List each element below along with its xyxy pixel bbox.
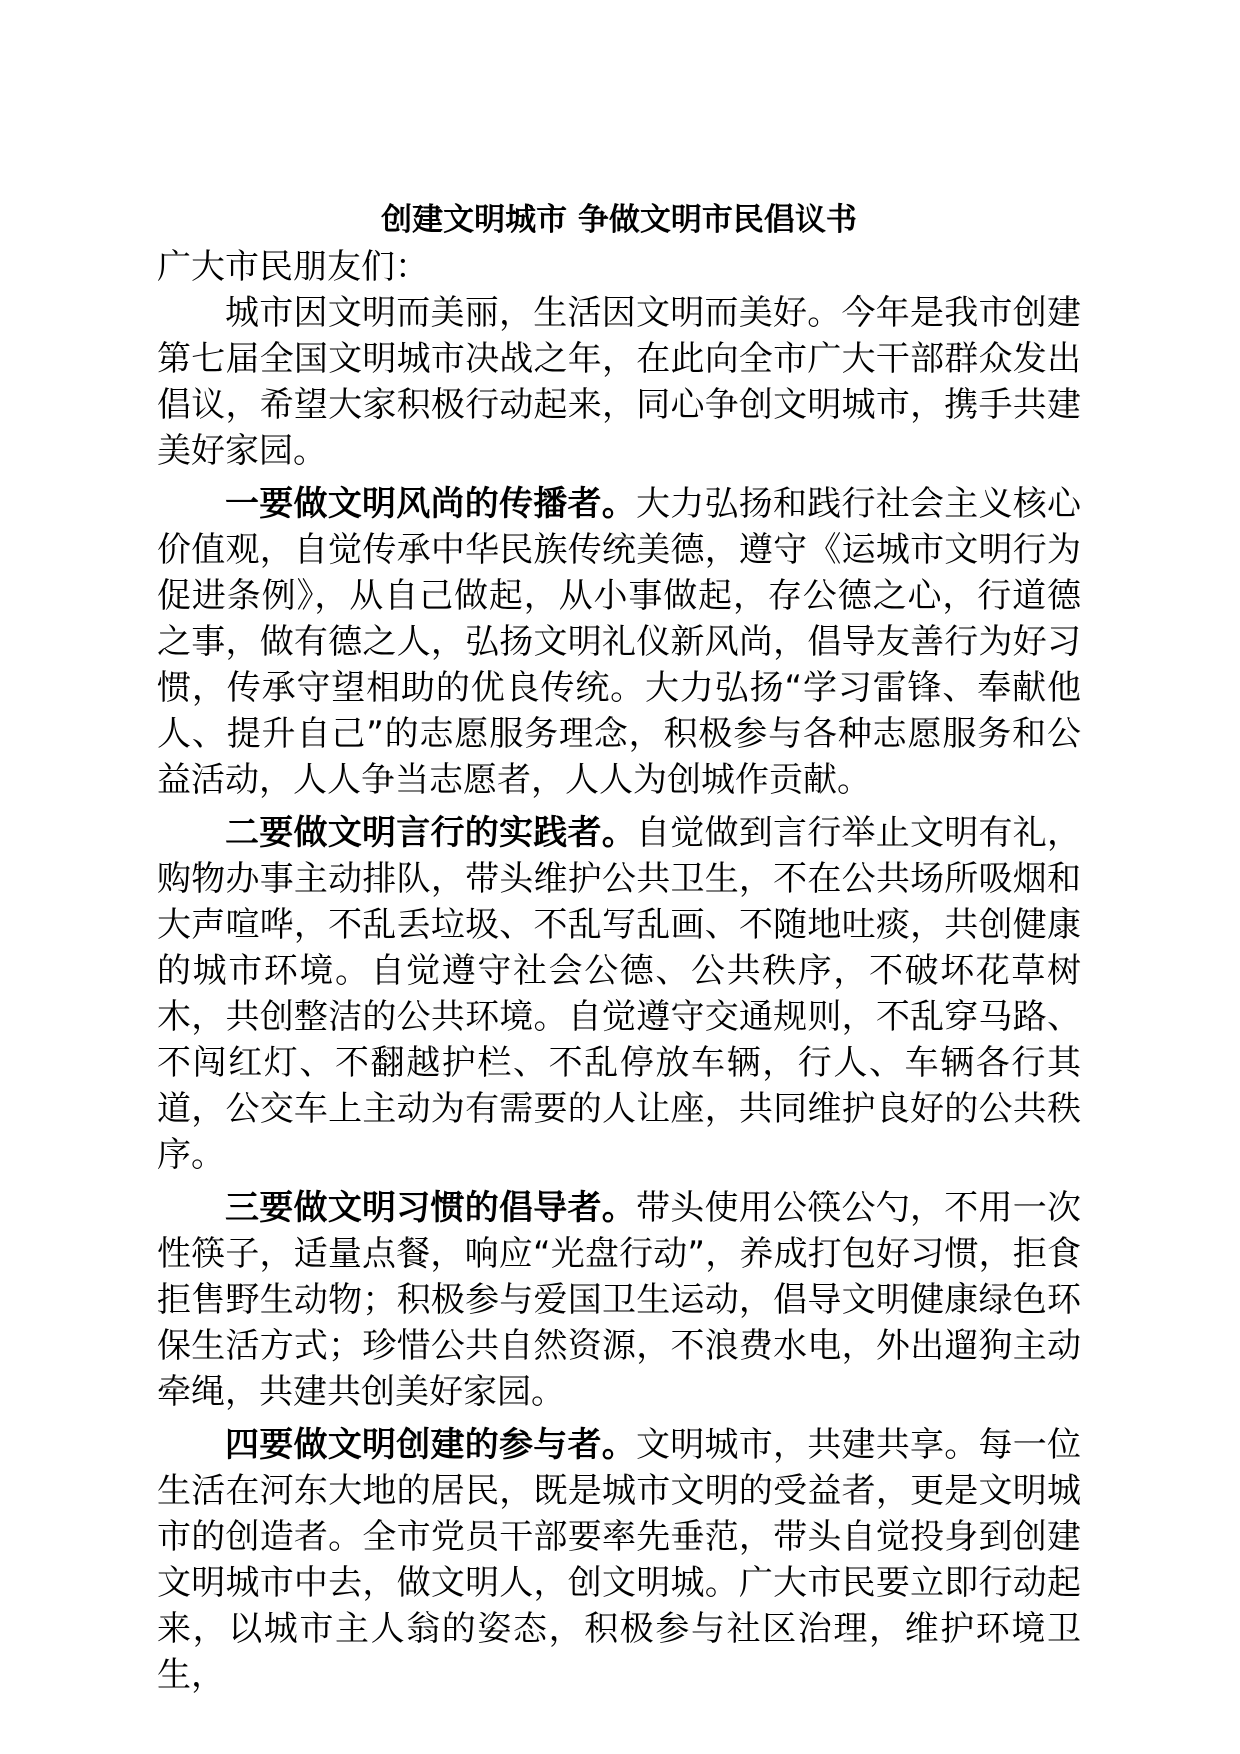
section-body-1: 大力弘扬和践行社会主义核心价值观，自觉传承中华民族传统美德，遵守《运城市文明行为促进条例》，从自己做起，从小事做起，存公德之心，行道德之事，做有德之人，弘扬文明礼仪新风尚，倡导友善行为好习惯，传承守望相助的优良传统。大力弘扬“学习雷锋、奉献他人、提升自己”的志愿服务理念，积极参与各种志愿服务和公益活动，人人争当志愿者，人人为创城作贡献。: [157, 484, 1081, 800]
section-lead-2: 二要做文明言行的实践者。: [225, 813, 636, 853]
section-body-3: 带头使用公筷公勺，不用一次性筷子，适量点餐，响应“光盘行动”，养成打包好习惯，拒食拒售野生动物；积极参与爱国卫生运动，倡导文明健康绿色环保生活方式；珍惜公共自然资源，不浪费水电，外出遛狗主动牵绳，共建共创美好家园。: [157, 1188, 1081, 1412]
salutation: 广大市民朋友们：: [157, 247, 429, 287]
section-lead-1: 一要做文明风尚的传播者。: [225, 484, 636, 524]
section-paragraph-3: [157, 1185, 1081, 1415]
section-body-2: 自觉做到言行举止文明有礼，购物办事主动排队，带头维护公共卫生，不在公共场所吸烟和大声喧哗，不乱丢垃圾、不乱写乱画、不随地吐痰，共创健康的城市环境。自觉遵守社会公德、公共秩序，不破坏花草树木，共创整洁的公共环境。自觉遵守交通规则，不乱穿马路、不闯红灯、不翻越护栏、不乱停放车辆，行人、车辆各行其道，公交车上主动为有需要的人让座，共同维护良好的公共秩序。: [157, 813, 1081, 1175]
document-page: [157, 196, 1081, 1705]
section-paragraph-2: [157, 810, 1081, 1178]
section-body-4: 文明城市，共建共享。每一位生活在河东大地的居民，既是城市文明的受益者，更是文明城市的创造者。全市党员干部要率先垂范，带头自觉投身到创建文明城市中去，做文明人，创文明城。广大市民要立即行动起来，以城市主人翁的姿态，积极参与社区治理，维护环境卫生，: [157, 1425, 1081, 1695]
document-title: 创建文明城市 争做文明市民倡议书: [381, 202, 857, 238]
section-paragraph-4: [157, 1422, 1081, 1698]
section-paragraph-1: [157, 481, 1081, 803]
intro-paragraph: 城市因文明而美丽，生活因文明而美好。今年是我市创建第七届全国文明城市决战之年，在此向全市广大干部群众发出倡议，希望大家积极行动起来，同心争创文明城市，携手共建美好家园。: [157, 293, 1081, 471]
section-lead-3: 三要做文明习惯的倡导者。: [225, 1188, 636, 1228]
section-lead-4: 四要做文明创建的参与者。: [225, 1425, 636, 1465]
